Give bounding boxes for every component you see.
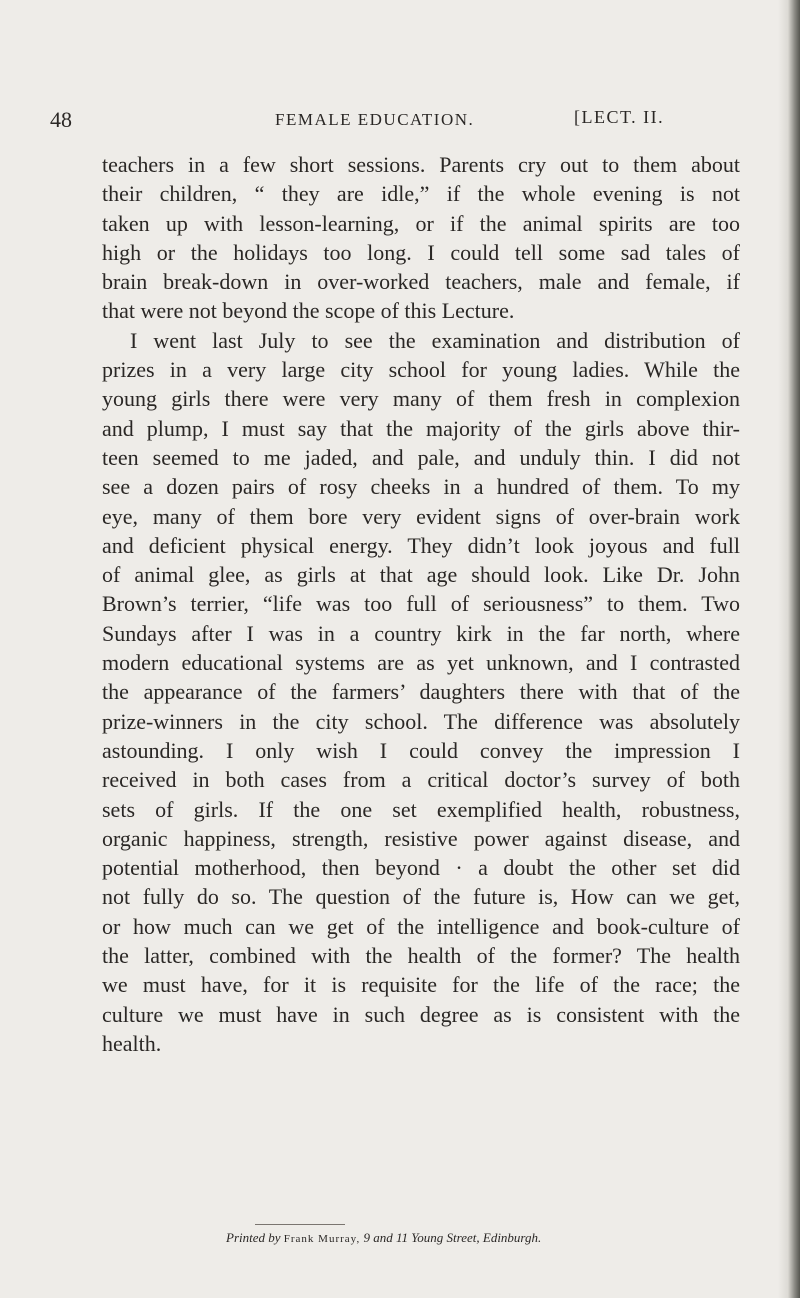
imprint-printer-name: Frank Murray, <box>283 1233 361 1245</box>
text-line: and plump, I must say that the majority of the girls above thir- <box>102 415 740 441</box>
text-line: sets of girls. If the one set exemplified health, robustness, <box>102 796 740 822</box>
lecture-reference: [LECT. II. <box>574 107 665 127</box>
text-line: potential motherhood, then beyond · a doubt the other set did <box>102 855 740 881</box>
text-line: the latter, combined with the health of the former? The health <box>102 943 740 969</box>
text-line: taken up with lesson-learning, or if the animal spirits are too <box>102 210 740 236</box>
body-text <box>102 150 740 1058</box>
text-line: see a dozen pairs of rosy cheeks in a hundred of them. To my <box>102 474 740 500</box>
text-line: prize-winners in the city school. The difference was absolutely <box>102 708 740 734</box>
text-line: the appearance of the farmers’ daughters there with that of the <box>102 679 740 705</box>
text-line: received in both cases from a critical doctor’s survey of both <box>102 767 740 793</box>
printer-imprint <box>226 1230 541 1246</box>
text-line: teen seemed to me jaded, and pale, and unduly thin. I did not <box>102 444 740 470</box>
text-line: modern educational systems are as yet unknown, and I contrasted <box>102 650 740 676</box>
text-line: Sundays after I was in a country kirk in the far north, where <box>102 620 740 646</box>
page-number: 48 <box>50 107 72 132</box>
text-line: young girls there were very many of them fresh in complexion <box>102 386 740 412</box>
text-line: culture we must have in such degree as is consistent with the <box>102 1001 740 1027</box>
text-line: prizes in a very large city school for young ladies. While the <box>102 357 740 383</box>
text-line: of animal glee, as girls at that age should look. Like Dr. John <box>102 562 740 588</box>
text-line: and deficient physical energy. They didn’t look joyous and full <box>102 532 740 558</box>
text-line: high or the holidays too long. I could tell some sad tales of <box>102 239 740 265</box>
text-line: I went last July to see the examination and distribution of <box>130 327 740 353</box>
text-line: or how much can we get of the intelligence and book-culture of <box>102 913 740 939</box>
imprint-address: 9 and 11 Young Street, Edinburgh. <box>363 1230 542 1245</box>
text-line: astounding. I only wish I could convey the impression I <box>102 737 740 763</box>
text-line: organic happiness, strength, resistive power against disease, and <box>102 825 740 851</box>
running-head <box>50 107 740 137</box>
text-line: not fully do so. The question of the future is, How can we get, <box>102 884 740 910</box>
text-line: their children, “ they are idle,” if the whole evening is not <box>102 181 740 207</box>
text-line: Brown’s terrier, “life was too full of seriousness” to them. Two <box>102 591 740 617</box>
page-edge-shadow <box>778 0 800 1298</box>
text-line: brain break-down in over-worked teachers, male and female, if <box>102 269 740 295</box>
imprint-prefix: Printed by <box>226 1230 281 1245</box>
text-line: teachers in a few short sessions. Parents cry out to them about <box>102 152 740 177</box>
text-line: eye, many of them bore very evident signs of over-brain work <box>102 503 740 529</box>
text-line: that were not beyond the scope of this Lecture. <box>102 298 515 324</box>
running-title: FEMALE EDUCATION. <box>275 110 475 129</box>
imprint-rule <box>255 1224 345 1225</box>
text-line: we must have, for it is requisite for the life of the race; the <box>102 972 740 998</box>
text-line: health. <box>102 1030 162 1056</box>
